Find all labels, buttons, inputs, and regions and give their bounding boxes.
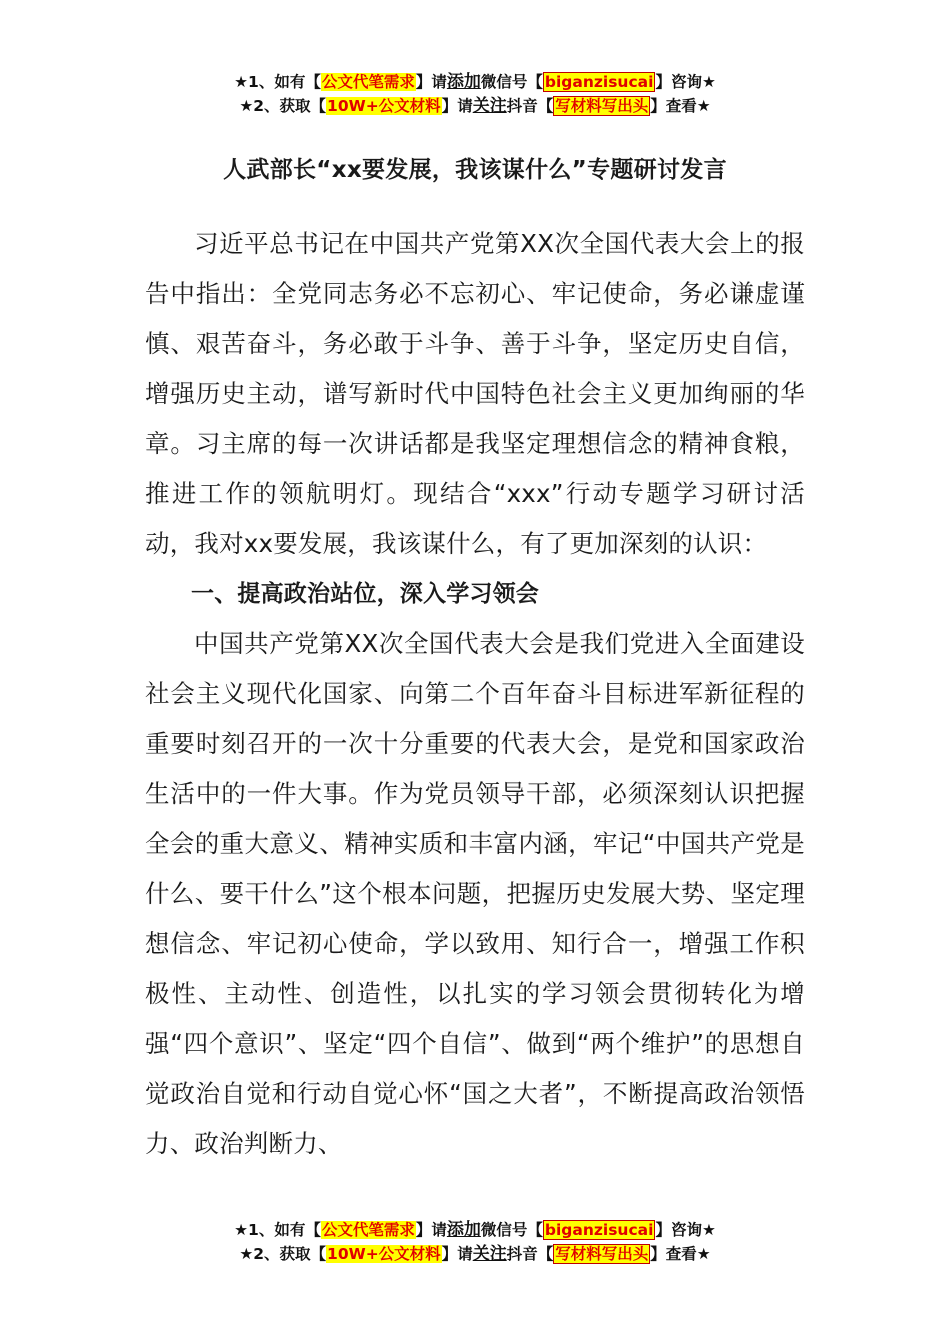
footer-douyin-id: 写材料写出头 [555, 1245, 649, 1263]
footer-wechat-id: biganzisucai [544, 1221, 654, 1239]
footer-banner-line-1: ★1、如有【公文代笔需求】请添加微信号【 biganzisucai 】咨询★ [234, 1220, 716, 1240]
paragraph-intro: 习近平总书记在中国共产党第XX次全国代表大会上的报告中指出：全党同志务必不忘初心、牢记使命，务必谦虚谨慎、艰苦奋斗，务必敢于斗争、善于斗争，坚定历史自信，增强历史主动，谱写新时代中国特色社会主义更加绚丽的华章。习主席的每一次讲话都是我坚定理想信念的精神食粮，推进工作的领航明灯。现结合“xxx”行动专题学习研讨活动，我对xx要发展，我该谋什么，有了更加深刻的认识： [145, 229, 805, 558]
footer-banner-line-2: ★2、获取【10W+公文材料】请关注抖音【 写材料写出头 】查看★ [239, 1244, 711, 1264]
header-banner [0, 70, 950, 118]
footer-emphasis-follow: 关注 [472, 1244, 507, 1264]
paragraph-section-1: 中国共产党第XX次全国代表大会是我们党进入全面建设社会主义现代化国家、向第二个百年奋斗目标进军新征程的重要时刻召开的一次十分重要的代表大会，是党和国家政治生活中的一件大事。作为党员领导干部，必须深刻认识把握全会的重大意义、精神实质和丰富内涵，牢记“中国共产党是什么、要干什么”这个根本问题，把握历史发展大势、坚定理想信念、牢记初心使命，学以致用、知行合一，增强工作积极性、主动性、创造性，以扎实的学习领会贯彻转化为增强“四个意识”、坚定“四个自信”、做到“两个维护”的思想自觉政治自觉和行动自觉心怀“国之大者”，不断提高政治领悟力、政治判断力、 [145, 629, 805, 1158]
footer-highlight-materials: 10W+公文材料 [327, 1245, 441, 1263]
banner-douyin-id: 写材料写出头 [555, 97, 649, 115]
footer-highlight-service: 公文代笔需求 [321, 1221, 415, 1239]
banner-line-1: ★1、如有【公文代笔需求】请添加微信号【 biganzisucai 】咨询★ [234, 72, 716, 92]
banner-emphasis-follow: 关注 [472, 96, 507, 116]
section-heading-1: 一、提高政治站位，深入学习领会 [191, 581, 539, 607]
banner-highlight-service: 公文代笔需求 [321, 73, 415, 91]
banner-emphasis-add: 添加 [446, 72, 481, 92]
document-body [145, 219, 805, 1169]
document-title: 人武部长“xx要发展，我该谋什么”专题研讨发言 [223, 157, 727, 183]
footer-banner [0, 1218, 950, 1266]
footer-emphasis-add: 添加 [446, 1220, 481, 1240]
banner-highlight-materials: 10W+公文材料 [327, 97, 441, 115]
banner-wechat-id: biganzisucai [544, 73, 654, 91]
banner-line-2: ★2、获取【10W+公文材料】请关注抖音【 写材料写出头 】查看★ [239, 96, 711, 116]
